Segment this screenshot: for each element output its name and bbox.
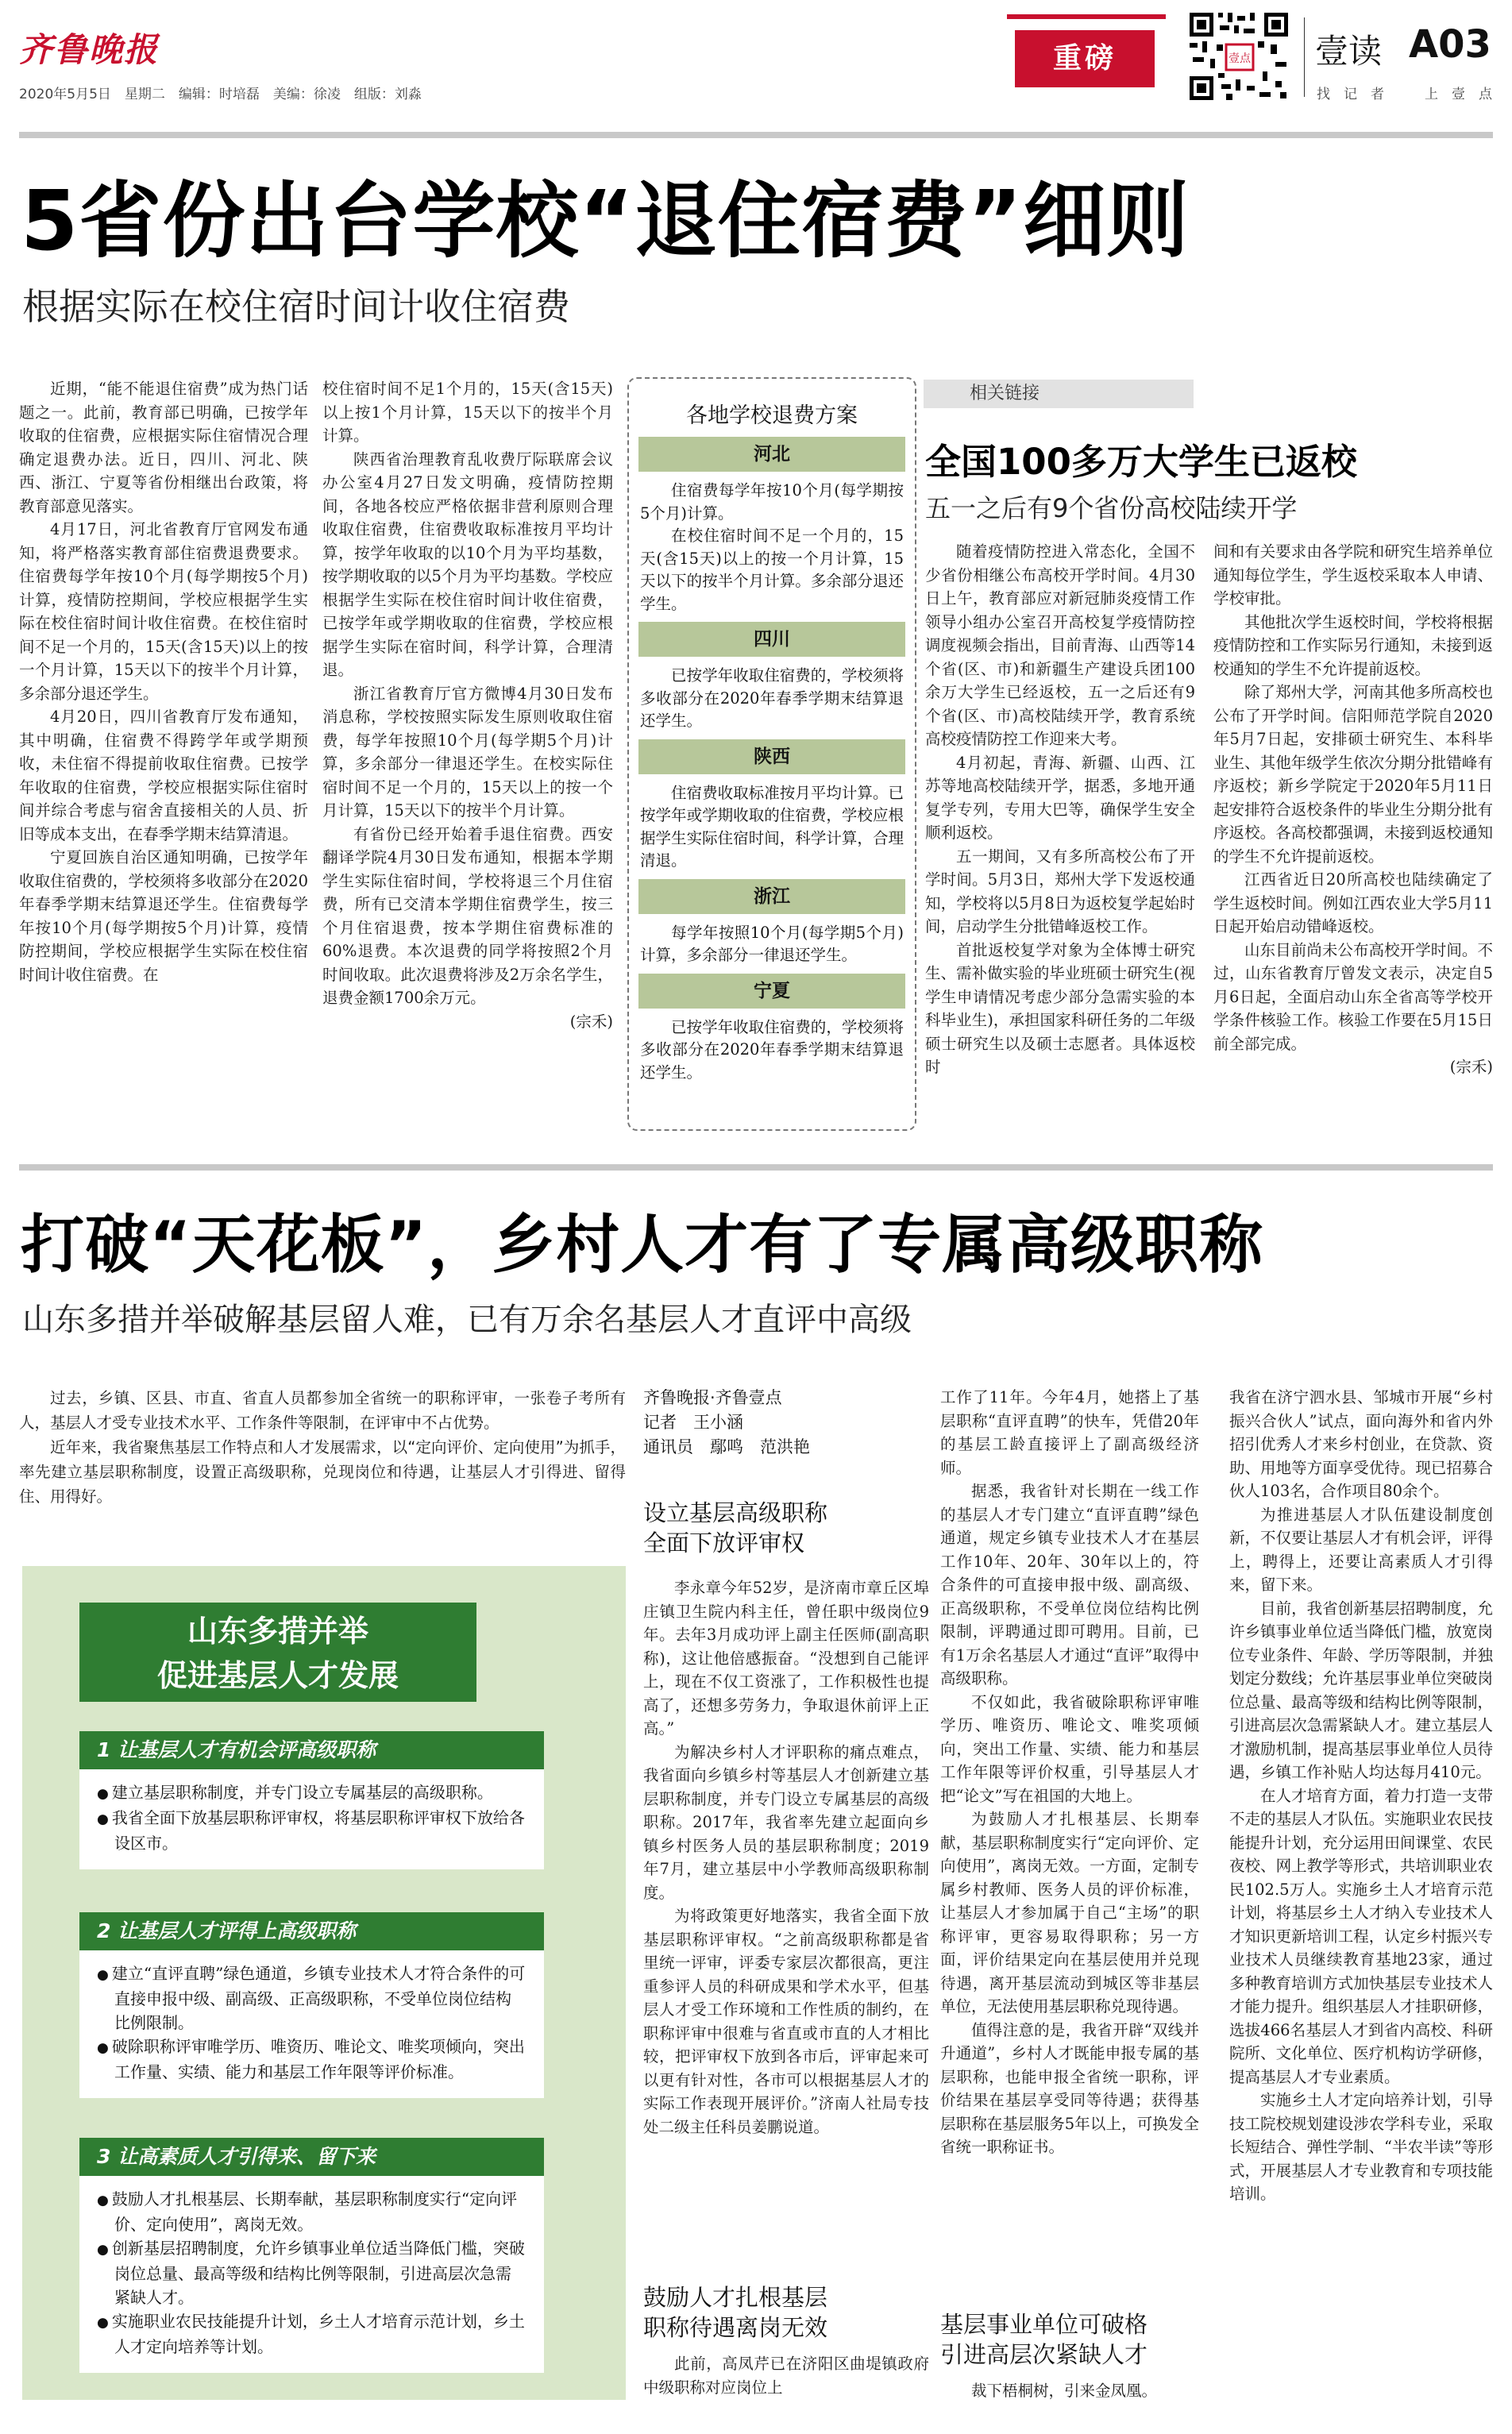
page-number: A03 bbox=[1409, 22, 1491, 67]
province-hebei: 河北 bbox=[638, 437, 905, 472]
section-1-body: ● 建立基层职称制度，并专门设立专属基层的高级职称。 ● 我省全面下放基层职称评审权，将基层职称评审权下放给各设区市。 bbox=[79, 1769, 544, 1869]
refund-plan-title: 各地学校退费方案 bbox=[686, 403, 858, 428]
section-rule bbox=[19, 1164, 1493, 1171]
section-3-head: 3 让高素质人才引得来、留下来 bbox=[79, 2138, 544, 2176]
related-subtitle: 五一之后有9个省份高校陆续开学 bbox=[925, 493, 1298, 523]
svg-text:壹点: 壹点 bbox=[1228, 52, 1251, 65]
article2-col3-tail: 裁下梧桐树，引来金凤凰。 bbox=[971, 2382, 1158, 2400]
masthead-divider bbox=[1304, 17, 1305, 97]
infographic-section-1 bbox=[79, 1731, 544, 1869]
subhead-3: 基层事业单位可破格 引进高层次紧缺人才 bbox=[940, 2311, 1148, 2368]
section-1-head: 1 让基层人才有机会评高级职称 bbox=[79, 1731, 544, 1769]
article2-subtitle: 山东多措并举破解基层留人难，已有万余名基层人才直评中高级 bbox=[22, 1302, 912, 1338]
section-2-head: 2 让基层人才评得上高级职称 bbox=[79, 1912, 544, 1950]
section-2-body: ● 建立“直评直聘”绿色通道，乡镇专业技术人才符合条件的可直接申报中级、副高级、正高级职称，不受单位岗位结构比例限制。 ● 破除职称评审唯学历、唯资历、唯论文、唯奖项倾向，突出工作量、实绩、能力和基层工作年限等评价标准。 bbox=[79, 1950, 544, 2098]
tag-top-bar bbox=[1007, 14, 1166, 19]
province-sichuan-text: 已按学年收取住宿费的，学校须将多收部分在2020年春季学期末结算退还学生。 bbox=[640, 666, 904, 730]
subhead-1: 设立基层高级职称 全面下放评审权 bbox=[643, 1499, 828, 1556]
related-col1: 随着疫情防控进入常态化，全国不少省份相继公布高校开学时间。4月30日上午，教育部应对新冠肺炎疫情工作领导小组办公室召开高校复学疫情防控调度视频会指出，目前青海、山西等14个省(区、市)和新疆生产建设兵团100余万大学生已经返校，五一之后还有9个省(区、市)高校陆续开学，教育系统高校疫情防控工作迎来大考。 4月初起，青海、新疆、山西、江苏等地高校陆续开学，据悉，多地开通复学专列，专用大巴等，确保学生安全顺利返校。 五一期间，又有多所高校公布了开学时间。5月3日，郑州大学下发返校通知，学校将以5月8日为返校复学起始时间，启动学生分批错峰返校工作。 首批返校复学对象为全体博士研究生、需补做实验的毕业班硕士研究生(视学生申请情况考虑少部分急需实验的本科毕业生)，承担国家科研任务的二年级硕士研究生以及硕士志愿者。具体返校时 bbox=[925, 542, 1195, 1076]
article1-col2: 校住宿时间不足1个月的，15天(含15天)以上按1个月计算，15天以下的按半个月计算。 陕西省治理教育乱收费厅际联席会议办公室4月27日发文明确，疫情防控期间，各地各校应严格依据非营利原则合理收取住宿费，住宿费收取标准按月平均计算，按学年收取的以10个月为平均基数，按学期收取的以5个月为平均基数。学校应根据学生实际在校住宿时间计收住宿费，已按学年或学期收取的住宿费，学校应根据学生实际在宿时间，科学计算，合理清退。 浙江省教育厅官方微博4月30日发布消息称，学校按照实际发生原则收取住宿费，每学年按照10个月(每学期5个月)计算，多余部分一律退还学生。在校实际住宿时间不足一个月的，15天以上的按一个月计算，15天以下的按半个月计算。 有省份已经开始着手退住宿费。西安翻译学院4月30日发布通知，根据本学期学生实际住宿时间，学校将退三个月住宿费，所有已交清本学期住宿费学生，按三个月住宿退费，按本学期住宿费标准的60%退费。本次退费的同学将按照2个月时间收取。此次退费将涉及2万余名学生，退费金额1700余万元。 (宗禾) bbox=[322, 377, 613, 1033]
province-shaanxi-text: 住宿费收取标准按月平均计算。已按学年或学期收取的住宿费，学校应根据学生实际住宿时间，科学计算，合理清退。 bbox=[640, 783, 904, 870]
date-line: 2020年5月5日 星期二 编辑：时培磊 美编：徐凌 组版：刘淼 bbox=[19, 87, 422, 102]
infographic-title-text: 山东多措并举 促进基层人才发展 bbox=[156, 1614, 399, 1693]
section-3-body: ● 鼓励人才扎根基层、长期奉献，基层职称制度实行“定向评价、定向使用”，离岗无效。 ● 创新基层招聘制度，允许乡镇事业单位适当降低门槛，突破岗位总量、最高等级和结构比例等限制，引进高层次急需紧缺人才。 ● 实施职业农民技能提升计划，乡土人才培育示范计划，乡土人才定向培养等计划。 bbox=[79, 2176, 544, 2373]
article1-col1: 近期，“能不能退住宿费”成为热门话题之一。此前，教育部已明确，已按学年收取的住宿费，应根据实际住宿情况合理确定退费办法。近日，四川、河北、陕西、浙江、宁夏等省份相继出台政策，将教育部意见落实。 4月17日，河北省教育厅官网发布通知，将严格落实教育部住宿费退费要求。住宿费每学年按10个月(每学期按5个月)计算，疫情防控期间，学校应根据学生实际在校住宿时间计收住宿费。在校住宿时间不足一个月的，15天(含15天)以上的按一个月计算，15天以下的按半个月计算，多余部分退还学生。 4月20日，四川省教育厅发布通知，其中明确，住宿费不得跨学年或学期预收，未住宿不得提前收取住宿费。已按学年收取的住宿费，学校应根据实际住宿时间并综合考虑与宿舍直接相关的人员、折旧等成本支出，在春季学期末结算清退。 宁夏回族自治区通知明确，已按学年收取住宿费的，学校须将多收部分在2020年春季学期末结算退还学生。住宿费每学年按10个月(每学期按5个月)计算，疫情防控期间，学校应根据学生实际在校住宿时间计收住宿费。在 bbox=[19, 380, 308, 984]
infographic-section-2 bbox=[79, 1912, 544, 2098]
article2-col4: 我省在济宁泗水县、邹城市开展“乡村振兴合伙人”试点，面向海外和省内外招引优秀人才来乡村创业，在贷款、资助、用地等方面享受优待。现已招募合伙人103名，合作项目80余个。 为推进基层人才队伍建设制度创新，不仅要让基层人才有机会评，评得上，聘得上，还要让高素质人才引得来，留下来。 目前，我省创新基层招聘制度，允许乡镇事业单位适当降低门槛，放宽岗位专业条件、年龄、学历等限制，并独划定分数线；允许基层事业单位突破岗位总量、最高等级和结构比例等限制，引进高层次急需紧缺人才。建立基层人才激励机制，提高基层事业单位人员待遇，乡镇工作补贴人均达每月410元。 在人才培育方面，着力打造一支带不走的基层人才队伍。实施职业农民技能提升计划，充分运用田间课堂、农民夜校、网上教学等形式，共培训职业农民102.5万人。实施乡土人才培育示范计划，将基层乡土人才纳入专业技术人才知识更新培训工程，认定乡村振兴专业技术人员继续教育基地23家，通过多种教育培训方式加快基层专业技术人才能力提升。组织基层人才挂职研修，选拔466名基层人才到省内高校、科研院所、文化单位、医疗机构访学研修，提高基层人才专业素质。 实施乡土人才定向培养计划，引导技工院校规划建设涉农学科专业，采取长短结合、弹性学制、“半农半读”等形式，开展基层人才专业教育和专项技能培训。 bbox=[1229, 1388, 1493, 2203]
newspaper-logo: 齐鲁晚报 bbox=[19, 30, 160, 69]
province-hebei-text: 住宿费每学年按10个月(每学期按5个月)计算。 在校住宿时间不足一个月的，15天(含15天)以上的按一个月计算，15天以下的按半个月计算。多余部分退还学生。 bbox=[640, 481, 904, 613]
section-name: 壹读 bbox=[1315, 32, 1383, 71]
province-zhejiang-text: 每学年按照10个月(每学期5个月)计算，多余部分一律退还学生。 bbox=[640, 923, 904, 964]
province-ningxia: 宁夏 bbox=[638, 974, 905, 1009]
article2-lead: 过去，乡镇、区县、市直、省直人员都参加全省统一的职称评审，一张卷子考所有人，基层人才受专业技术水平、工作条件等限制，在评审中不占优势。 近年来，我省聚焦基层工作特点和人才发展需求，以“定向评价、定向使用”为抓手，率先建立基层职称制度，设置正高级职称，兑现岗位和待遇，让基层人才引得进、留得住、用得好。 bbox=[19, 1389, 626, 1506]
section-subline: 找 记 者 上 壹 点 bbox=[1317, 87, 1492, 102]
province-ningxia-text: 已按学年收取住宿费的，学校须将多收部分在2020年春季学期末结算退还学生。 bbox=[640, 1017, 904, 1082]
infographic-title bbox=[79, 1603, 476, 1702]
article2-col3: 工作了11年。今年4月，她搭上了基层职称“直评直聘”的快车，凭借20年的基层工龄直接评上了副高级经济师。 据悉，我省针对长期在一线工作的基层人才专门建立“直评直聘”绿色通道，规定乡镇专业技术人才在基层工作10年、20年、30年以上的，符合条件的可直接申报中级、副高级、正高级职称，不受单位岗位结构比例限制，评聘通过即可聘用。目前，已有1万余名基层人才通过“直评”取得中高级职称。 不仅如此，我省破除职称评审唯学历、唯资历、唯论文、唯奖项倾向，突出工作量、实绩、能力和基层工作年限等评价权重，引导基层人才把“论文”写在祖国的大地上。 为鼓励人才扎根基层、长期奉献，基层职称制度实行“定向评价、定向使用”，离岗无效。一方面，定制专属乡村教师、医务人员的评价标准，让基层人才参加属于自己“主场”的职称评审，更容易取得职称；另一方面，评价结果定向在基层使用并兑现待遇，离开基层流动到城区等非基层单位，无法使用基层职称兑现待遇。 值得注意的是，我省开辟“双线并升通道”，乡村人才既能申报专属的基层职称，也能申报全省统一职称，评价结果在基层享受同等待遇；获得基层职称在基层服务5年以上，可换发全省统一职称证书。 bbox=[940, 1388, 1199, 2156]
related-title: 全国100多万大学生已返校 bbox=[925, 441, 1357, 483]
article2-col2-tail: 此前，高凤芹已在济阳区曲堤镇政府中级职称对应岗位上 bbox=[643, 2355, 929, 2397]
related-author-sign: (宗禾) bbox=[1449, 1058, 1493, 1076]
author-sign: (宗禾) bbox=[569, 1012, 613, 1031]
byline: 齐鲁晚报·齐鲁壹点 记者 王小涵 通讯员 鄢鸣 范洪艳 bbox=[643, 1388, 810, 1456]
province-shaanxi: 陕西 bbox=[638, 739, 905, 774]
province-zhejiang: 浙江 bbox=[638, 879, 905, 914]
header-rule bbox=[19, 132, 1493, 138]
article1-title: 5省份出台学校“退住宿费”细则 bbox=[21, 172, 1190, 269]
refund-plan-box bbox=[627, 377, 916, 1131]
province-sichuan: 四川 bbox=[638, 622, 905, 657]
article2-col2: 李永章今年52岁，是济南市章丘区埠庄镇卫生院内科主任，曾任职中级岗位9年。去年3月成功评上副主任医师(副高职称)，这让他倍感振奋。“没想到自己能评上，现在不仅工资涨了，工作积极性也提高了，还想多劳务力，争取退休前评上正高。” 为解决乡村人才评职称的痛点难点，我省面向乡镇乡村等基层人才创新建立基层职称制度，并专门设立专属基层的高级职称。2017年，我省率先建立起面向乡镇乡村医务人员的基层职称制度；2019年7月，建立基层中小学教师高级职称制度。 为将政策更好地落实，我省全面下放基层职称评审权。“之前高级职称都是省里统一评审，评委专家层次都很高，更注重参评人员的科研成果和学术水平，但基层人才受工作环境和工作性质的制约，在职称评审中很难与省直或市直的人才相比较，把评审权下放到各市后，评审起来可以更有针对性，各市可以根据基层人才的实际工作表现开展评价。”济南人社局专技处二级主任科员姜鹏说道。 bbox=[643, 1579, 929, 2136]
related-link-label: 相关链接 bbox=[924, 380, 1194, 408]
section-tag: 重磅 bbox=[1015, 30, 1155, 87]
article2-title: 打破“天花板”，乡村人才有了专属高级职称 bbox=[21, 1208, 1264, 1282]
article1-subtitle: 根据实际在校住宿时间计收住宿费 bbox=[22, 285, 570, 328]
related-col2: 间和有关要求由各学院和研究生培养单位通知每位学生，学生返校采取本人申请、学校审批。 其他批次学生返校时间，学校将根据疫情防控和工作实际另行通知，未接到返校通知的学生不允许提前返校。 除了郑州大学，河南其他多所高校也公布了开学时间。信阳师范学院自2020年5月7日起，安排硕士研究生、本科毕业生、其他年级学生依次分期分批错峰有序返校；新乡学院定于2020年5月11日起安排符合返校条件的毕业生分期分批有序返校。各高校都强调，未接到返校通知的学生不允许提前返校。 江西省近日20所高校也陆续确定了学生返校时间。例如江西农业大学5月11日起开始启动错峰返校。 山东目前尚未公布高校开学时间。不过，山东省教育厅曾发文表示，决定自5月6日起，全面启动山东全省高等学校开学条件核验工作。核验工作要在5月15日前全部完成。 (宗禾) bbox=[1213, 540, 1493, 1079]
infographic-section-3 bbox=[79, 2138, 544, 2373]
qr-code-icon bbox=[1186, 10, 1291, 103]
subhead-2: 鼓励人才扎根基层 职称待遇离岗无效 bbox=[643, 2284, 828, 2341]
